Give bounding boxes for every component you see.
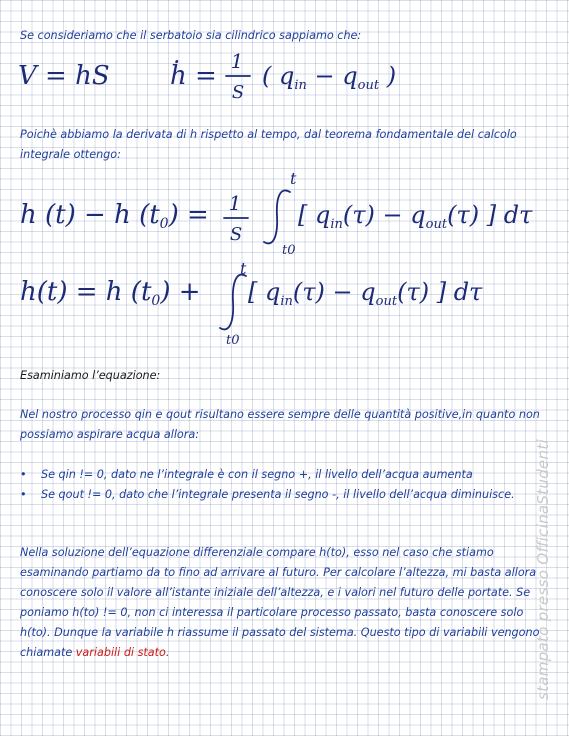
equation-2-lhs: h (t) − h (t0) = — [20, 200, 209, 232]
equation-volume: V = hS — [18, 61, 110, 91]
final-paragraph — [20, 543, 545, 663]
final-paragraph-end: . — [165, 646, 170, 659]
equation-3-lhs: h(t) = h (t0) + — [20, 277, 201, 309]
equation-integral-difference — [0, 168, 569, 258]
fraction-numerator: 1 — [230, 49, 244, 73]
equation-2-integrand: [ $q_{in}(\tau) - q_{out}(\tau)$ ] dτ — [298, 201, 533, 232]
section-heading: Esaminiamo l’equazione: — [20, 369, 161, 382]
integral-upper-limit: t — [240, 259, 247, 278]
equation-volume-derivative — [0, 49, 569, 112]
state-variables-highlight: variabili di stato — [75, 646, 166, 659]
integral-lower-limit: t0 — [226, 333, 240, 348]
derivative-paragraph: Poichè abbiamo la derivata di h rispetto al tempo, dal teorema fondamentale del calcolo integrale ottengo: — [20, 128, 517, 161]
equation-3-integrand: [ $q_{in}(\tau) - q_{out}(\tau)$ ] dτ — [248, 278, 483, 309]
intro-line: Se consideriamo che il serbatoio sia cilindrico sappiamo che: — [20, 29, 362, 42]
integral-upper-limit: t — [290, 169, 297, 188]
bullet-list — [20, 465, 540, 505]
fraction-denominator: S — [231, 82, 245, 103]
equation-h-dot: ḣ = — [170, 61, 217, 91]
equation-flow-difference: ( $q_{in} - q_{out}$ ) — [262, 62, 397, 93]
integral-sign — [220, 275, 246, 330]
watermark: stampato presso OfficinaStudenti — [534, 439, 552, 700]
integral-sign — [264, 190, 290, 243]
final-paragraph-text: Nella soluzione dell’equazione differenziale compare h(to), esso nel caso che stiamo esaminando partiamo da to fino ad arrivare al futuro. Per calcolare l’altezza, mi basta allora conoscere solo il valore all’istante iniziale dell’altezza, e i valori nel futuro delle portate. Se poniamo h(to) != 0, non ci interessa il particolare processo passato, basta conoscere solo h(to). Dunque la variabile h riassume il passato del sistema. Questo tipo di variabili vengono chiamate — [20, 546, 540, 659]
list-item: • Se qin != 0, dato ne l’integrale è con il segno +, il livello dell’acqua aumenta — [20, 465, 540, 485]
integral-lower-limit: t0 — [282, 243, 296, 258]
fraction-numerator: 1 — [228, 191, 242, 215]
list-item: • Se qout != 0, dato che l’integrale presenta il segno -, il livello dell’acqua diminuisce. — [20, 485, 540, 505]
equation-h-of-t — [0, 259, 569, 352]
process-paragraph: Nel nostro processo qin e qout risultano essere sempre delle quantità positive,in quanto non possiamo aspirare acqua allora: — [20, 408, 540, 441]
fraction-denominator: S — [229, 224, 243, 245]
